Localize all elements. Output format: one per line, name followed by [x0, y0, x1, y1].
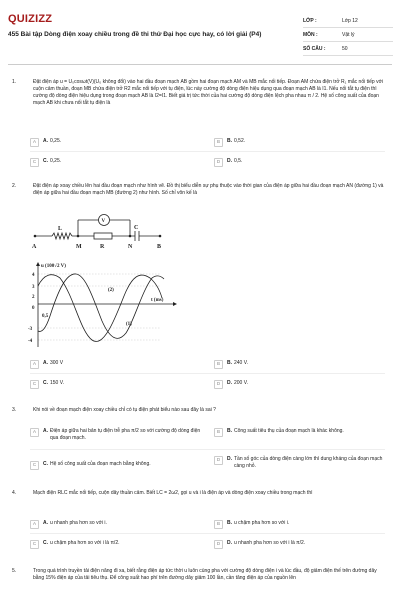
question-number: 1.: [12, 79, 17, 85]
question-text: Đặt điện áp xoay chiều lên hai đầu đoạn mạch như hình vẽ. Đồ thị biểu diễn sự phụ thuộc vào thời gian của điện áp giữa hai đầu đoạn mạch AN (đường 1) và điện áp giữa hai đầu đoạn mạch MB (đường 2) như hình. Số chỉ vôn kế là: [33, 183, 384, 196]
label-R: R: [100, 244, 105, 250]
option-label: C.: [43, 461, 48, 467]
option-text: u nhanh pha hơn so với i là π/2.: [234, 540, 306, 546]
question-4: [8, 490, 392, 497]
option-text: 0,25.: [50, 138, 62, 144]
question-text: Đặt điện áp u = U₀cosωt(V)(U₀ không đổi) vào hai đầu đoạn mạch AB gồm hai đoạn mạch AM và MB mắc nối tiếp. Đoạn AM chứa điện trở R₁ mắc nối tiếp với cuộn cảm thuần, đoạn MB chứa điện trở R2 mắc nối tiếp với tụ điện, lúc này cường độ dòng điện hiệu dụng qua đoạn mạch AB là I1. Nếu nối tắt tụ điện thì cường độ dòng điện hiệu dụng trong đoạn mạch AB là I2=I1. Biết giá trị tức thời của hai cường độ dòng điện lệch pha nhau π / 2. Hệ số công suất của đoạn mạch AB khi chưa nối tắt tụ điện là: [33, 79, 383, 106]
option-3a[interactable]: [30, 428, 205, 441]
question-text: Khi nói về đoạn mạch điện xoay chiều chỉ có tụ điện phát biểu nào sau đây là sai ?: [33, 407, 216, 413]
option-label: D.: [227, 158, 232, 164]
option-1b[interactable]: [214, 138, 384, 147]
option-2b[interactable]: [214, 360, 384, 369]
option-label: A.: [43, 360, 48, 366]
option-letter-box: C: [30, 461, 39, 470]
option-label: D.: [227, 380, 232, 386]
option-text: 200 V.: [234, 380, 248, 386]
question-number: 5.: [12, 568, 17, 574]
meta-table: [303, 14, 393, 56]
option-divider: [30, 449, 385, 450]
option-text: 0,5.: [234, 158, 243, 164]
option-3d[interactable]: [214, 456, 384, 469]
option-label: A.: [43, 138, 48, 144]
option-2c[interactable]: [30, 380, 200, 389]
option-label: A.: [43, 428, 48, 434]
y-tick: 0: [32, 306, 35, 311]
x-tick: 0,5: [42, 314, 49, 319]
option-3b[interactable]: [214, 428, 384, 437]
option-letter-box: A: [30, 138, 39, 147]
meta-row-class: [303, 14, 393, 28]
option-letter-box: B: [214, 428, 223, 437]
option-text: Công suất tiêu thụ của đoạn mạch là khác không.: [234, 428, 344, 434]
meta-row-subject: [303, 28, 393, 42]
meta-value: Vật lý: [342, 31, 355, 38]
option-label: D.: [227, 456, 232, 462]
option-label: A.: [43, 520, 48, 526]
option-text: Điện áp giữa hai bản tụ điện trễ pha π/2 so với cường độ dòng điện qua đoạn mạch.: [50, 428, 201, 441]
y-tick: 3: [32, 285, 35, 290]
option-text: 300 V: [50, 360, 64, 366]
meta-key: LỚP :: [303, 17, 317, 24]
curve-label-1: (1): [126, 322, 132, 327]
question-number: 4.: [12, 490, 17, 496]
option-4d[interactable]: [214, 540, 384, 549]
option-letter-box: D: [214, 380, 223, 389]
question-number: 2.: [12, 183, 17, 189]
resistor: [94, 233, 112, 239]
question-3: [8, 407, 392, 414]
option-text: 0,52.: [234, 138, 246, 144]
option-label: D.: [227, 540, 232, 546]
option-4a[interactable]: [30, 520, 200, 529]
y-tick: 2: [32, 295, 35, 300]
page-title: 455 Bài tập Dòng điện xoay chiều trong đề thi thử Đại học cực hay, có lời giải (P4): [8, 31, 262, 38]
option-text: u nhanh pha hơn so với i.: [50, 520, 107, 526]
option-4b[interactable]: [214, 520, 384, 529]
option-label: B.: [227, 520, 232, 526]
question-text: Mạch điện RLC mắc nối tiếp, cuộn dây thuần cảm. Biết LC = 2ω2, gọi u và i là điện áp và dòng điện xoay chiều trong mạch thì: [33, 490, 313, 496]
option-letter-box: C: [30, 158, 39, 167]
option-text: u chậm pha hơn so với i là π/2.: [50, 540, 120, 546]
question-5: [8, 568, 392, 582]
y-tick: 4: [32, 273, 35, 278]
label-L: L: [58, 226, 63, 232]
option-text: 0,25.: [50, 158, 62, 164]
option-text: 150 V.: [50, 380, 64, 386]
question-text: Trong quá trình truyền tải điện năng đi xa, biết rằng điện áp tức thời u luôn cùng pha với cường độ dòng điện i và lúc đầu, độ giảm điện thế trên đường dây bằng 15% điện áp của tải tiêu thụ. Để công suất hao phí trên đường dây giảm 100 lần, cần tăng điện áp của nguồn lên: [33, 568, 377, 581]
option-label: C.: [43, 380, 48, 386]
option-letter-box: B: [214, 138, 223, 147]
option-1c[interactable]: [30, 158, 200, 167]
meta-value: 50: [342, 45, 348, 52]
option-text: 240 V.: [234, 360, 248, 366]
option-letter-box: D: [214, 540, 223, 549]
label-V: V: [101, 219, 106, 224]
option-divider: [30, 373, 385, 374]
option-2d[interactable]: [214, 380, 384, 389]
option-label: C.: [43, 540, 48, 546]
meta-row-count: [303, 42, 393, 56]
option-divider: [30, 533, 385, 534]
option-text: Hệ số công suất của đoạn mạch bằng không.: [50, 461, 151, 467]
label-M: M: [76, 244, 82, 250]
label-N: N: [128, 244, 133, 250]
option-letter-box: B: [214, 360, 223, 369]
option-letter-box: D: [214, 158, 223, 167]
quizizz-logo: QUIZIZZ: [8, 13, 53, 25]
option-text: u chậm pha hơn so với i.: [234, 520, 290, 526]
option-letter-box: C: [30, 380, 39, 389]
option-4c[interactable]: [30, 540, 200, 549]
curve-2: [38, 275, 162, 342]
option-label: B.: [227, 428, 232, 434]
y-tick: -3: [28, 327, 33, 332]
option-letter-box: A: [30, 428, 39, 437]
option-letter-box: A: [30, 360, 39, 369]
header-divider: [8, 64, 392, 65]
option-letter-box: B: [214, 520, 223, 529]
option-1d[interactable]: [214, 158, 384, 167]
question-number: 3.: [12, 407, 17, 413]
option-letter-box: D: [214, 456, 223, 465]
option-3c[interactable]: [30, 461, 205, 470]
curve-label-2: (2): [108, 288, 114, 293]
question-1: [8, 79, 392, 107]
question-2: [8, 183, 392, 197]
graph-y-label: u (100√2 V): [41, 264, 66, 269]
option-label: B.: [227, 360, 232, 366]
option-text: Tần số góc của dòng điện càng lớn thì dung kháng của đoạn mạch càng nhỏ.: [234, 456, 383, 469]
option-label: B.: [227, 138, 232, 144]
option-label: C.: [43, 158, 48, 164]
circuit-diagram: [30, 210, 170, 252]
option-letter-box: A: [30, 520, 39, 529]
graph-x-label: t (ms): [151, 298, 164, 303]
option-divider: [30, 151, 385, 152]
meta-value: Lớp 12: [342, 17, 358, 24]
meta-key: SỐ CÂU :: [303, 45, 326, 52]
curve-1: [38, 274, 164, 338]
y-tick: -4: [28, 339, 33, 344]
meta-key: MÔN :: [303, 31, 318, 38]
label-A: A: [32, 244, 37, 250]
voltage-graph: [30, 261, 180, 351]
option-2a[interactable]: [30, 360, 200, 369]
option-letter-box: C: [30, 540, 39, 549]
inductor-zigzag: [52, 233, 72, 239]
label-B: B: [157, 244, 162, 250]
label-C: C: [134, 225, 139, 231]
option-1a[interactable]: [30, 138, 200, 147]
